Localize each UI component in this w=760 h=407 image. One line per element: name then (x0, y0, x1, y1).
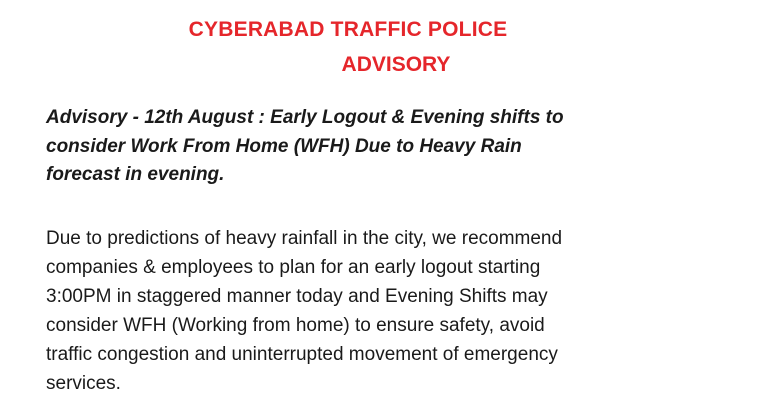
advisory-title-subline: ADVISORY (341, 53, 451, 76)
advisory-title: CYBERABAD TRAFFIC POLICE (188, 18, 508, 41)
advisory-subheading: Advisory - 12th August : Early Logout & Evening shifts to consider Work From Home (WFH) Due to Heavy Rain forecast in evening. (46, 107, 564, 185)
advisory-body-paragraph: Due to predictions of heavy rainfall in the city, we recommend companies & employees to plan for an early logout starting 3:00PM in staggered manner today and Evening Shifts may consider WFH (Working from home) to ensure safety, avoid traffic congestion and uninterrupted movement of emergency services. (46, 228, 563, 394)
